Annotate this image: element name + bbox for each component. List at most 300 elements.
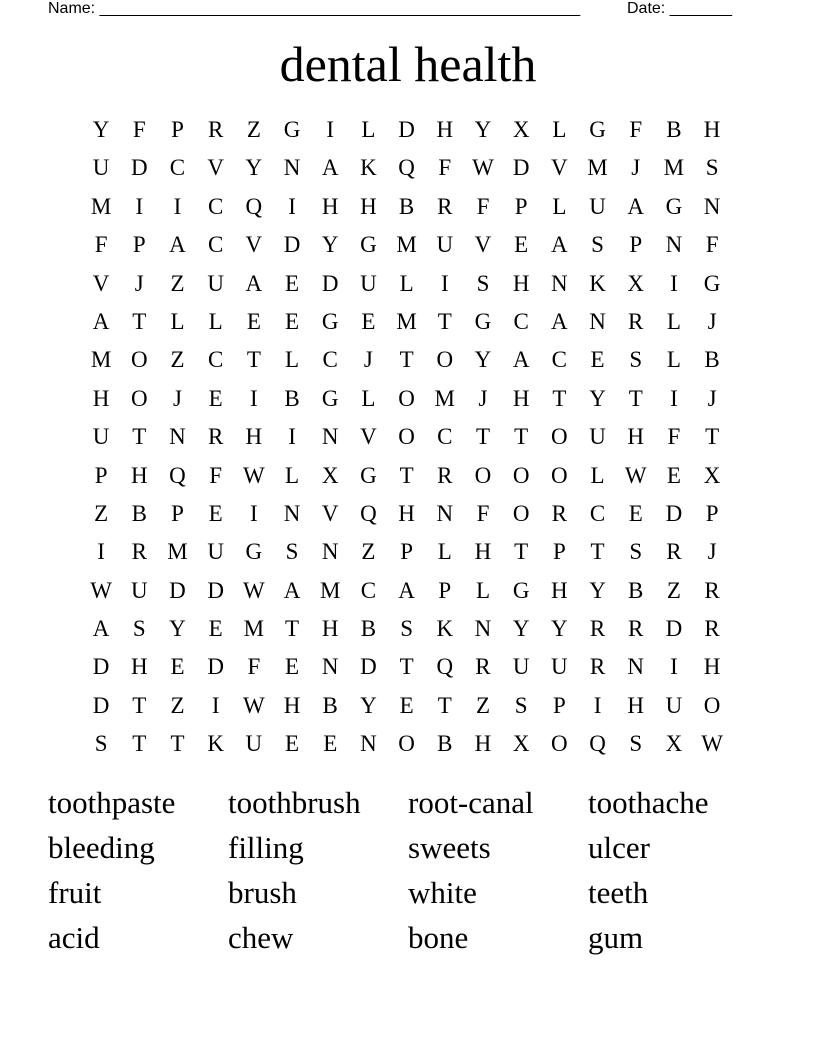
grid-letter[interactable]: W xyxy=(624,462,647,488)
grid-letter[interactable]: L xyxy=(666,308,681,334)
grid-letter[interactable]: V xyxy=(551,155,568,181)
grid-letter[interactable]: P xyxy=(132,232,146,258)
grid-letter[interactable]: S xyxy=(629,347,643,373)
grid-letter[interactable]: G xyxy=(665,193,683,219)
grid-letter[interactable]: F xyxy=(94,232,108,258)
grid-letter[interactable]: X xyxy=(512,117,530,142)
grid-letter[interactable]: H xyxy=(360,193,377,219)
grid-letter[interactable]: L xyxy=(399,270,414,296)
grid-letter[interactable]: J xyxy=(631,155,641,181)
grid-letter[interactable]: D xyxy=(321,270,339,296)
grid-letter[interactable]: B xyxy=(398,193,415,219)
grid-letter[interactable]: B xyxy=(437,731,453,757)
grid-letter[interactable]: R xyxy=(666,539,682,565)
grid-letter[interactable]: N xyxy=(169,424,186,450)
grid-letter[interactable]: R xyxy=(437,193,453,219)
grid-letter[interactable]: F xyxy=(247,654,261,680)
grid-letter[interactable]: J xyxy=(134,270,144,296)
grid-letter[interactable]: D xyxy=(360,654,377,680)
grid-letter[interactable]: E xyxy=(285,270,300,296)
grid-letter[interactable]: M xyxy=(243,616,265,642)
grid-letter[interactable]: W xyxy=(472,155,494,181)
grid-letter[interactable]: C xyxy=(207,232,224,258)
grid-letter[interactable]: L xyxy=(552,193,567,219)
grid-letter[interactable]: O xyxy=(398,731,415,757)
grid-letter[interactable]: X xyxy=(703,462,721,488)
grid-letter[interactable]: N xyxy=(551,270,568,296)
grid-letter[interactable]: N xyxy=(283,155,301,181)
grid-letter[interactable]: W xyxy=(242,577,265,603)
grid-letter[interactable]: U xyxy=(551,654,568,680)
grid-letter[interactable]: H xyxy=(512,385,530,411)
grid-letter[interactable]: H xyxy=(474,539,492,565)
grid-letter[interactable]: L xyxy=(170,308,185,334)
grid-letter[interactable]: O xyxy=(703,692,721,718)
grid-letter[interactable]: Y xyxy=(360,692,377,718)
grid-letter[interactable]: D xyxy=(512,155,530,181)
grid-letter[interactable]: F xyxy=(629,117,643,142)
grid-letter[interactable]: S xyxy=(285,539,299,565)
grid-letter[interactable]: E xyxy=(323,731,338,757)
grid-letter[interactable]: T xyxy=(514,424,529,450)
grid-letter[interactable]: L xyxy=(285,347,300,373)
grid-letter[interactable]: R xyxy=(207,117,224,142)
name-field[interactable]: Name: ______________________________________________________ xyxy=(48,0,581,17)
grid-letter[interactable]: C xyxy=(207,193,224,219)
grid-letter[interactable]: T xyxy=(132,731,147,757)
grid-letter[interactable]: H xyxy=(627,424,645,450)
grid-letter[interactable]: N xyxy=(627,654,645,680)
grid-letter[interactable]: P xyxy=(400,539,413,565)
grid-letter[interactable]: E xyxy=(628,500,643,526)
grid-letter[interactable]: I xyxy=(593,692,602,718)
grid-letter[interactable]: Q xyxy=(589,731,606,757)
grid-letter[interactable]: A xyxy=(551,232,568,258)
grid-letter[interactable]: T xyxy=(590,539,605,565)
page-title: dental health xyxy=(279,36,537,92)
grid-letter[interactable]: J xyxy=(707,385,717,411)
grid-letter[interactable]: Q xyxy=(245,193,263,219)
word-list-item: gum xyxy=(588,920,644,955)
grid-letter[interactable]: V xyxy=(474,232,492,258)
grid-letter[interactable]: F xyxy=(667,424,681,450)
grid-letter[interactable]: V xyxy=(360,424,377,450)
word-list-item: teeth xyxy=(588,875,649,910)
grid-letter[interactable]: G xyxy=(512,577,530,603)
grid-letter[interactable]: H xyxy=(474,731,492,757)
grid-letter[interactable]: D xyxy=(92,654,110,680)
grid-letter[interactable]: P xyxy=(514,193,528,219)
grid-letter[interactable]: F xyxy=(209,462,223,488)
grid-letter[interactable]: G xyxy=(474,308,492,334)
grid-letter[interactable]: N xyxy=(321,424,339,450)
grid-letter[interactable]: W xyxy=(701,731,723,757)
grid-letter[interactable]: A xyxy=(92,616,110,642)
grid-letter[interactable]: X xyxy=(627,270,645,296)
grid-letter[interactable]: N xyxy=(283,500,301,526)
grid-letter[interactable]: T xyxy=(437,308,452,334)
grid-letter[interactable]: S xyxy=(629,731,643,757)
grid-letter[interactable]: Y xyxy=(589,385,606,411)
grid-letter[interactable]: G xyxy=(360,462,377,488)
grid-letter[interactable]: U xyxy=(130,577,148,603)
grid-letter[interactable]: G xyxy=(245,539,263,565)
grid-letter[interactable]: H xyxy=(321,616,339,642)
grid-letter[interactable]: R xyxy=(589,616,606,642)
grid-letter[interactable]: J xyxy=(363,347,373,373)
grid-letter[interactable]: C xyxy=(169,155,186,181)
grid-letter[interactable]: H xyxy=(627,692,645,718)
grid-letter[interactable]: B xyxy=(666,117,682,142)
grid-letter[interactable]: U xyxy=(360,270,377,296)
grid-letter[interactable]: P xyxy=(94,462,108,488)
grid-letter[interactable]: J xyxy=(172,385,182,411)
grid-letter[interactable]: S xyxy=(705,155,719,181)
grid-letter[interactable]: B xyxy=(704,347,720,373)
grid-letter[interactable]: C xyxy=(551,347,568,373)
date-field[interactable]: Date: _______ xyxy=(627,0,732,17)
grid-letter[interactable]: C xyxy=(207,347,224,373)
grid-letter[interactable]: L xyxy=(666,347,681,373)
grid-letter[interactable]: O xyxy=(436,347,454,373)
grid-letter[interactable]: M xyxy=(396,232,417,258)
grid-letter[interactable]: M xyxy=(434,385,455,411)
grid-letter[interactable]: T xyxy=(132,424,147,450)
grid-letter[interactable]: O xyxy=(551,462,568,488)
grid-letter[interactable]: I xyxy=(250,500,258,526)
grid-letter[interactable]: J xyxy=(707,539,717,565)
grid-letter[interactable]: I xyxy=(670,385,678,411)
grid-letter[interactable]: F xyxy=(476,500,490,526)
grid-letter[interactable]: R xyxy=(589,654,606,680)
grid-letter[interactable]: R xyxy=(628,308,644,334)
grid-letter[interactable]: P xyxy=(552,692,566,718)
grid-letter[interactable]: D xyxy=(665,616,683,642)
grid-letter[interactable]: H xyxy=(703,117,721,142)
word-list-item: white xyxy=(408,875,477,910)
grid-letter[interactable]: H xyxy=(551,577,568,603)
grid-letter[interactable]: I xyxy=(173,193,182,219)
grid-letter[interactable]: S xyxy=(400,616,413,642)
grid-letter[interactable]: D xyxy=(130,155,148,181)
grid-letter[interactable]: Z xyxy=(94,500,109,526)
grid-letter[interactable]: I xyxy=(250,385,258,411)
grid-letter[interactable]: S xyxy=(514,692,528,718)
grid-letter[interactable]: J xyxy=(478,385,488,411)
word-list-item: bone xyxy=(408,920,469,955)
grid-letter[interactable]: U xyxy=(207,539,224,565)
grid-letter[interactable]: P xyxy=(705,500,719,526)
grid-letter[interactable]: O xyxy=(512,500,530,526)
grid-letter[interactable]: R xyxy=(551,500,568,526)
grid-letter[interactable]: O xyxy=(130,385,148,411)
grid-letter[interactable]: A xyxy=(92,308,110,334)
grid-letter[interactable]: I xyxy=(440,270,449,296)
grid-letter[interactable]: O xyxy=(398,385,415,411)
grid-letter[interactable]: Z xyxy=(246,117,261,142)
grid-letter[interactable]: N xyxy=(321,539,339,565)
grid-letter[interactable]: M xyxy=(90,193,112,219)
grid-letter[interactable]: P xyxy=(629,232,643,258)
grid-letter[interactable]: V xyxy=(92,270,110,296)
grid-letter[interactable]: Y xyxy=(92,117,110,142)
grid-letter[interactable]: X xyxy=(512,731,530,757)
grid-letter[interactable]: W xyxy=(242,462,265,488)
grid-letter[interactable]: T xyxy=(475,424,490,450)
grid-letter[interactable]: N xyxy=(360,731,377,757)
grid-letter[interactable]: I xyxy=(326,117,335,142)
grid-letter[interactable]: A xyxy=(169,232,186,258)
grid-letter[interactable]: M xyxy=(587,155,608,181)
grid-letter[interactable]: U xyxy=(665,692,683,718)
grid-letter[interactable]: N xyxy=(589,308,606,334)
word-list-item: bleeding xyxy=(48,830,155,865)
grid-letter[interactable]: T xyxy=(437,692,452,718)
grid-letter[interactable]: I xyxy=(135,193,144,219)
grid-letter[interactable]: F xyxy=(132,117,146,142)
grid-letter[interactable]: C xyxy=(360,577,377,603)
grid-letter[interactable]: K xyxy=(360,155,377,181)
grid-letter[interactable]: U xyxy=(92,155,110,181)
grid-letter[interactable]: X xyxy=(321,462,339,488)
grid-letter[interactable]: R xyxy=(207,424,224,450)
grid-letter[interactable]: V xyxy=(207,155,224,181)
grid-letter[interactable]: Z xyxy=(361,539,376,565)
grid-letter[interactable]: Q xyxy=(169,462,186,488)
grid-letter[interactable]: T xyxy=(552,385,567,411)
grid-letter[interactable]: G xyxy=(360,232,377,258)
grid-letter[interactable]: Z xyxy=(475,692,490,718)
grid-letter[interactable]: I xyxy=(288,424,296,450)
grid-letter[interactable]: Q xyxy=(398,155,415,181)
grid-letter[interactable]: L xyxy=(437,539,452,565)
grid-letter[interactable]: X xyxy=(665,731,683,757)
grid-letter[interactable]: F xyxy=(476,193,490,219)
grid-letter[interactable]: L xyxy=(285,462,300,488)
grid-letter[interactable]: T xyxy=(399,654,414,680)
grid-letter[interactable]: Y xyxy=(474,117,492,142)
grid-letter[interactable]: Y xyxy=(321,232,339,258)
grid-letter[interactable]: L xyxy=(361,117,376,142)
grid-letter[interactable]: L xyxy=(361,385,376,411)
grid-letter[interactable]: G xyxy=(703,270,721,296)
grid-letter[interactable]: E xyxy=(208,500,223,526)
grid-letter[interactable]: L xyxy=(590,462,605,488)
grid-letter[interactable]: G xyxy=(321,385,339,411)
grid-letter[interactable]: C xyxy=(513,308,529,334)
grid-letter[interactable]: I xyxy=(670,270,678,296)
grid-letter[interactable]: T xyxy=(399,347,414,373)
grid-letter[interactable]: R xyxy=(628,616,644,642)
grid-letter[interactable]: Z xyxy=(666,577,681,603)
grid-letter[interactable]: C xyxy=(589,500,606,526)
grid-letter[interactable]: H xyxy=(512,270,530,296)
grid-letter[interactable]: P xyxy=(438,577,452,603)
grid-letter[interactable]: E xyxy=(208,385,223,411)
grid-letter[interactable]: Q xyxy=(360,500,377,526)
grid-letter[interactable]: D xyxy=(398,117,415,142)
grid-letter[interactable]: E xyxy=(170,654,185,680)
grid-letter[interactable]: O xyxy=(551,731,568,757)
grid-letter[interactable]: U xyxy=(92,424,110,450)
grid-letter[interactable]: Q xyxy=(436,654,454,680)
grid-letter[interactable]: T xyxy=(628,385,643,411)
grid-letter[interactable]: N xyxy=(703,193,721,219)
grid-letter[interactable]: T xyxy=(132,692,147,718)
grid-letter[interactable]: C xyxy=(437,424,453,450)
grid-letter[interactable]: H xyxy=(245,424,263,450)
grid-letter[interactable]: M xyxy=(396,308,417,334)
grid-letter[interactable]: L xyxy=(208,308,223,334)
grid-letter[interactable]: W xyxy=(90,577,112,603)
grid-letter[interactable]: S xyxy=(629,539,643,565)
grid-letter[interactable]: B xyxy=(131,500,147,526)
grid-letter[interactable]: P xyxy=(171,117,184,142)
grid-letter[interactable]: M xyxy=(90,347,112,373)
grid-letter[interactable]: D xyxy=(665,500,683,526)
grid-letter[interactable]: H xyxy=(398,500,415,526)
grid-letter[interactable]: O xyxy=(474,462,492,488)
grid-letter[interactable]: D xyxy=(92,692,110,718)
grid-letter[interactable]: S xyxy=(132,616,146,642)
grid-letter[interactable]: N xyxy=(436,500,454,526)
grid-letter[interactable]: E xyxy=(514,232,529,258)
grid-letter[interactable]: Y xyxy=(551,616,568,642)
grid-letter[interactable]: T xyxy=(285,616,300,642)
grid-letter[interactable]: Y xyxy=(474,347,492,373)
grid-letter[interactable]: H xyxy=(283,692,301,718)
grid-letter[interactable]: E xyxy=(361,308,376,334)
grid-letter[interactable]: H xyxy=(703,654,721,680)
grid-letter[interactable]: S xyxy=(591,232,604,258)
grid-letter[interactable]: M xyxy=(319,577,341,603)
grid-letter[interactable]: T xyxy=(132,308,147,334)
grid-letter[interactable]: T xyxy=(170,731,185,757)
grid-letter[interactable]: E xyxy=(285,731,300,757)
grid-letter[interactable]: M xyxy=(663,155,685,181)
grid-letter[interactable]: N xyxy=(321,654,339,680)
grid-letter[interactable]: B xyxy=(628,577,644,603)
word-list-item: toothbrush xyxy=(228,785,361,820)
grid-letter[interactable]: D xyxy=(283,232,301,258)
grid-letter[interactable]: O xyxy=(551,424,568,450)
grid-letter[interactable]: H xyxy=(436,117,454,142)
grid-letter[interactable]: D xyxy=(207,577,224,603)
grid-letter[interactable]: Y xyxy=(512,616,530,642)
grid-letter[interactable]: N xyxy=(474,616,492,642)
grid-letter[interactable]: R xyxy=(704,577,720,603)
grid-letter[interactable]: A xyxy=(398,577,415,603)
grid-letter[interactable]: G xyxy=(283,117,301,142)
word-list-item: chew xyxy=(228,920,294,955)
grid-letter[interactable]: I xyxy=(97,539,105,565)
header xyxy=(48,0,748,20)
grid-letter[interactable]: D xyxy=(169,577,186,603)
grid-letter[interactable]: A xyxy=(283,577,301,603)
grid-letter[interactable]: B xyxy=(360,616,377,642)
grid-letter[interactable]: Z xyxy=(170,692,185,718)
grid-letter[interactable]: S xyxy=(476,270,490,296)
grid-letter[interactable]: E xyxy=(666,462,681,488)
grid-letter[interactable]: U xyxy=(589,193,606,219)
grid-letter[interactable]: A xyxy=(627,193,645,219)
grid-letter[interactable]: R xyxy=(437,462,453,488)
grid-letter[interactable]: A xyxy=(245,270,263,296)
grid-letter[interactable]: U xyxy=(512,654,530,680)
grid-letter[interactable]: Y xyxy=(589,577,606,603)
grid-letter[interactable]: T xyxy=(399,462,414,488)
grid-letter[interactable]: Y xyxy=(245,155,263,181)
grid-letter[interactable]: A xyxy=(551,308,568,334)
grid-letter[interactable]: O xyxy=(512,462,530,488)
grid-letter[interactable]: A xyxy=(321,155,339,181)
grid-letter[interactable]: H xyxy=(321,193,339,219)
grid-letter[interactable]: P xyxy=(552,539,566,565)
grid-letter[interactable]: S xyxy=(94,731,108,757)
grid-letter[interactable]: L xyxy=(475,577,490,603)
grid-letter[interactable]: E xyxy=(208,616,223,642)
grid-letter[interactable]: D xyxy=(207,654,224,680)
grid-letter[interactable]: U xyxy=(436,232,454,258)
grid-letter[interactable]: A xyxy=(512,347,530,373)
grid-letter[interactable]: I xyxy=(288,193,296,219)
grid-letter[interactable]: H xyxy=(130,462,148,488)
grid-letter[interactable]: O xyxy=(398,424,415,450)
grid-letter[interactable]: T xyxy=(246,347,261,373)
grid-letter[interactable]: O xyxy=(130,347,148,373)
grid-letter[interactable]: L xyxy=(552,117,567,142)
grid-letter[interactable]: E xyxy=(399,692,414,718)
grid-letter[interactable]: Z xyxy=(170,347,185,373)
grid-letter[interactable]: H xyxy=(130,654,148,680)
grid-letter[interactable]: E xyxy=(590,347,605,373)
grid-letter[interactable]: B xyxy=(284,385,300,411)
grid-letter[interactable]: K xyxy=(589,270,606,296)
grid-letter[interactable]: R xyxy=(131,539,147,565)
grid-letter[interactable]: M xyxy=(167,539,188,565)
grid-letter[interactable]: W xyxy=(242,692,265,718)
grid-letter[interactable]: H xyxy=(92,385,110,411)
grid-letter[interactable]: U xyxy=(207,270,224,296)
grid-letter[interactable]: F xyxy=(705,232,719,258)
grid-letter[interactable]: G xyxy=(321,308,339,334)
grid-letter[interactable]: V xyxy=(321,500,339,526)
grid-letter[interactable]: R xyxy=(704,616,720,642)
grid-letter[interactable]: I xyxy=(211,692,220,718)
grid-letter[interactable]: Z xyxy=(170,270,185,296)
grid-letter[interactable]: B xyxy=(322,692,338,718)
grid-letter[interactable]: K xyxy=(207,731,224,757)
grid-letter[interactable]: Y xyxy=(169,616,186,642)
grid-letter[interactable]: E xyxy=(246,308,261,334)
grid-letter[interactable]: G xyxy=(589,117,606,142)
grid-letter[interactable]: P xyxy=(171,500,184,526)
grid-letter[interactable]: U xyxy=(589,424,606,450)
grid-letter[interactable]: T xyxy=(705,424,720,450)
grid-letter[interactable]: U xyxy=(245,731,263,757)
grid-letter[interactable]: J xyxy=(707,308,717,334)
grid-letter[interactable]: T xyxy=(514,539,529,565)
grid-letter[interactable]: N xyxy=(665,232,683,258)
grid-letter[interactable]: E xyxy=(285,654,300,680)
grid-letter[interactable]: E xyxy=(285,308,300,334)
grid-letter[interactable]: C xyxy=(322,347,338,373)
grid-letter[interactable]: I xyxy=(670,654,678,680)
grid-letter[interactable]: V xyxy=(245,232,263,258)
grid-letter[interactable]: K xyxy=(436,616,454,642)
grid-letter[interactable]: R xyxy=(475,654,491,680)
grid-letter[interactable]: F xyxy=(438,155,452,181)
